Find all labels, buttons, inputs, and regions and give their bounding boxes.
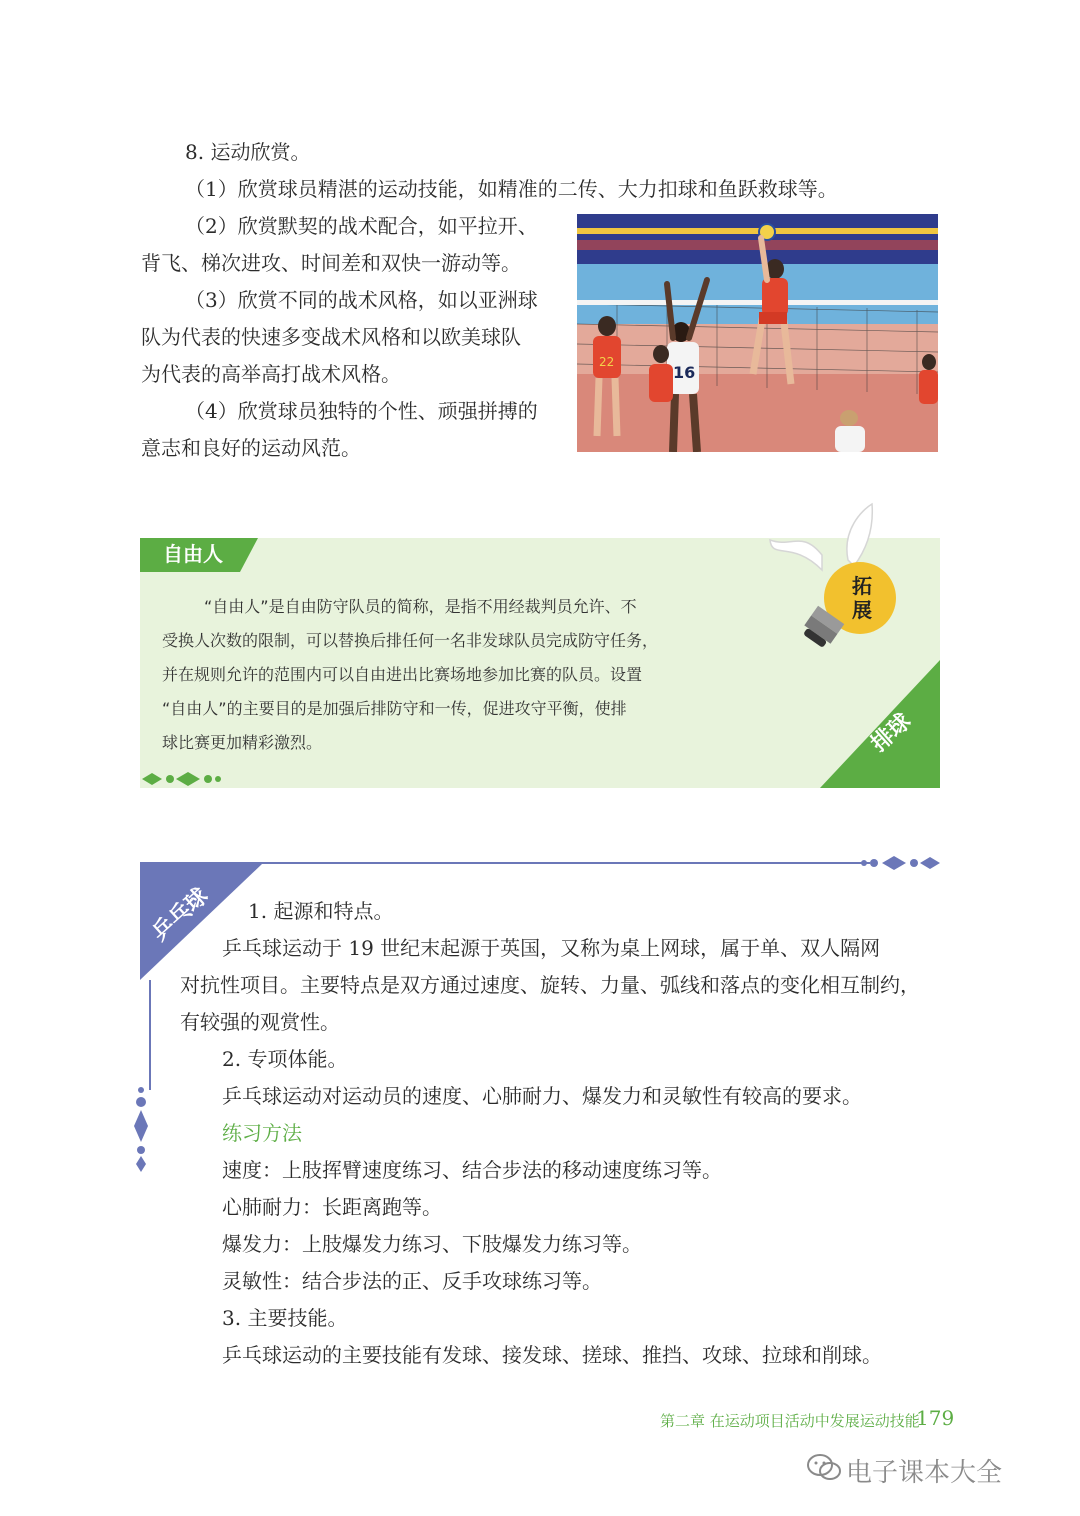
pingpong-text-line: 乒乓球运动于 19 世纪末起源于英国，又称为桌上网球，属于单、双人隔网 xyxy=(222,936,881,960)
appreciation-item-3-line: （3）欣赏不同的战术风格，如以亚洲球 xyxy=(185,288,538,312)
chapter-footer: 第二章 在运动项目活动中发展运动技能 xyxy=(660,1412,920,1430)
pingpong-text-line: 有较强的观赏性。 xyxy=(180,1010,340,1034)
pingpong-text-line: 乒乓球运动的主要技能有发球、接发球、搓球、推挡、攻球、拉球和削球。 xyxy=(222,1343,882,1367)
pingpong-heading-3: 3. 主要技能。 xyxy=(222,1306,348,1330)
appreciation-item-2-line: 背飞、梯次进攻、时间差和双快一游动等。 xyxy=(141,251,521,275)
ornament-icon xyxy=(130,1086,152,1172)
pingpong-text-line: 对抗性项目。主要特点是双方通过速度、旋转、力量、弧线和落点的变化相互制约， xyxy=(180,973,920,997)
extension-tag: 自由人 xyxy=(163,542,223,566)
extension-text-line: 并在规则允许的范围内可以自由进出比赛场地参加比赛的队员。设置 xyxy=(162,665,643,684)
extension-text-line: 球比赛更加精彩激烈。 xyxy=(162,733,323,752)
volleyball-photo xyxy=(577,214,938,452)
extension-text-line: 受换人次数的限制，可以替换后排任何一名非发球队员完成防守任务， xyxy=(162,631,659,650)
ornament-icon xyxy=(142,770,222,788)
practice-item: 灵敏性：结合步法的正、反手攻球练习等。 xyxy=(222,1269,602,1293)
practice-item: 爆发力：上肢爆发力练习、下肢爆发力练习等。 xyxy=(222,1232,642,1256)
practice-item: 速度：上肢挥臂速度练习、结合步法的移动速度练习等。 xyxy=(222,1158,722,1182)
appreciation-item-4-line: （4）欣赏球员独特的个性、顽强拼搏的 xyxy=(185,399,538,423)
appreciation-item-3-line: 队为代表的快速多变战术风格和以欧美球队 xyxy=(141,325,521,349)
jersey-number: 22 xyxy=(599,355,615,369)
extension-badge: 拓展 xyxy=(852,574,872,622)
volleyball-corner-label: 排球 xyxy=(866,708,917,758)
pingpong-heading-1: 1. 起源和特点。 xyxy=(248,899,394,923)
extension-text-line: “自由人”是自由防守队员的简称，是指不用经裁判员允许、不 xyxy=(204,597,637,616)
ornament-icon xyxy=(860,854,942,872)
jersey-number: 16 xyxy=(673,363,696,382)
watermark: 电子课本大全 xyxy=(846,1458,1003,1488)
page-number: 179 xyxy=(916,1406,955,1430)
appreciation-item-4-line: 意志和良好的运动风范。 xyxy=(141,436,361,460)
extension-text-line: “自由人”的主要目的是加强后排防守和一传，促进攻守平衡，使排 xyxy=(162,699,627,718)
appreciation-heading: 8. 运动欣赏。 xyxy=(185,140,311,164)
wechat-icon xyxy=(806,1452,842,1482)
pingpong-text-line: 乒乓球运动对运动员的速度、心肺耐力、爆发力和灵敏性有较高的要求。 xyxy=(222,1084,862,1108)
pingpong-corner-label: 乒乓球 xyxy=(147,883,214,947)
practice-item: 心肺耐力：长距离跑等。 xyxy=(222,1195,442,1219)
appreciation-item-2-line: （2）欣赏默契的战术配合，如平拉开、 xyxy=(185,214,538,238)
appreciation-item-1: （1）欣赏球员精湛的运动技能，如精准的二传、大力扣球和鱼跃救球等。 xyxy=(185,177,838,201)
pingpong-heading-2: 2. 专项体能。 xyxy=(222,1047,348,1071)
practice-heading: 练习方法 xyxy=(222,1121,302,1145)
section-side-line xyxy=(149,980,151,1090)
appreciation-item-3-line: 为代表的高举高打战术风格。 xyxy=(141,362,401,386)
